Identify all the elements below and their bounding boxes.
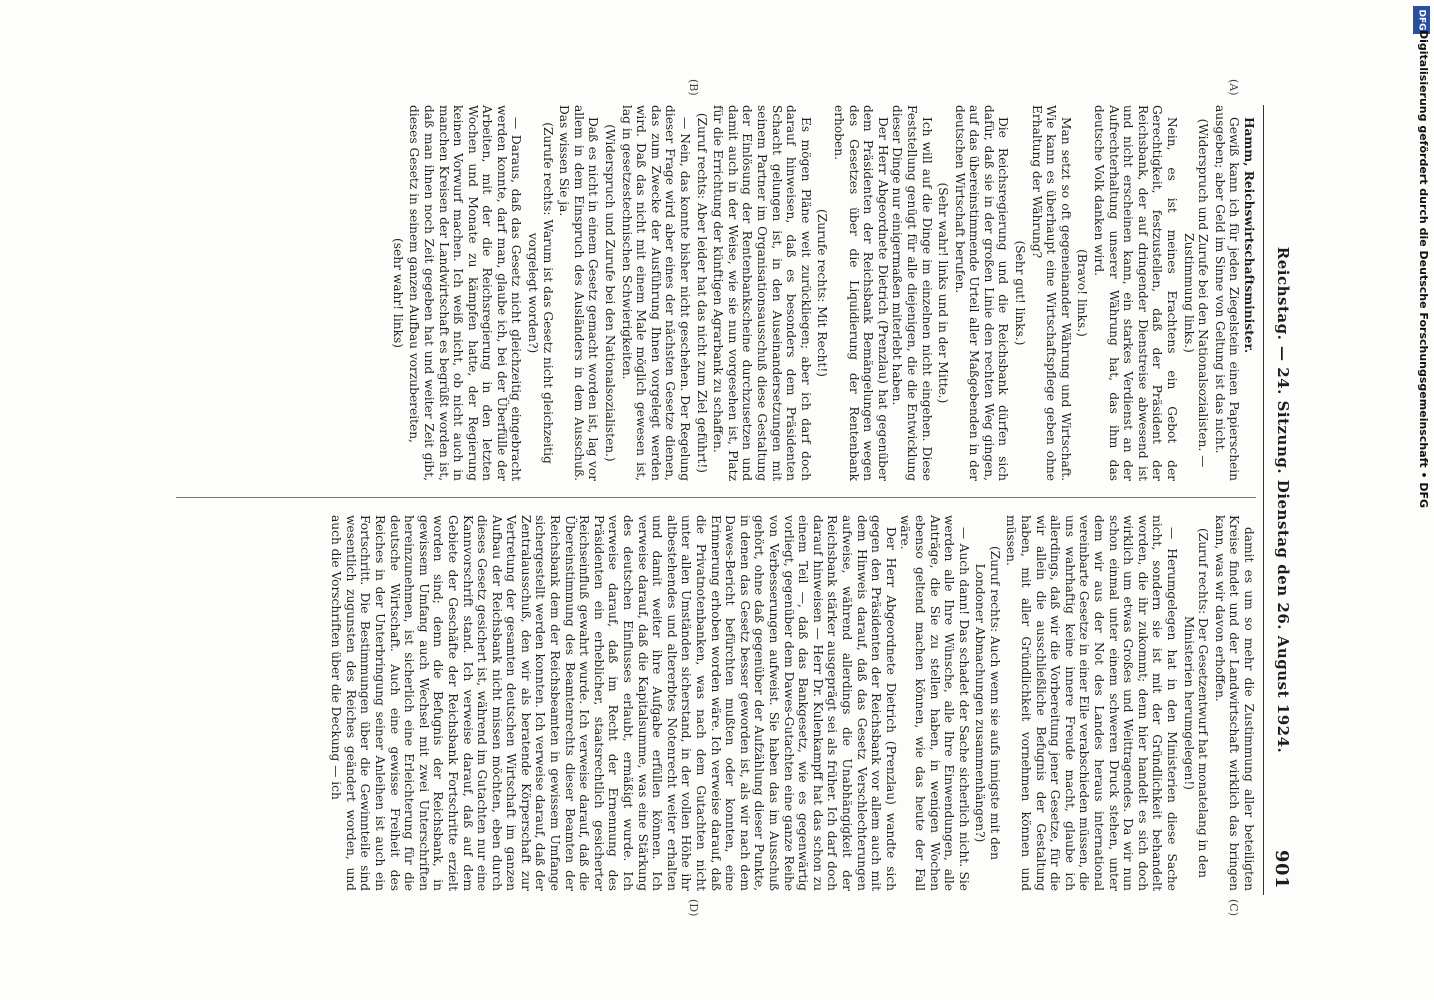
margin-mark-c: (C) — [1227, 899, 1240, 916]
interjection: (Zuruf rechts: Auch wenn sie aufs innigste mit den Londoner Abmachungen zusammenhängen?) — [973, 545, 1002, 860]
margin-mark-d: (D) — [687, 899, 700, 917]
right-column — [329, 515, 1256, 891]
interjection: (Zuruf rechts: Der Gesetzentwurf hat monatelang in den Ministerien herumgelegen!) — [1181, 527, 1211, 879]
dfg-side-strip — [1412, 0, 1432, 1000]
interjection: (Sehr gut! links.) — [1013, 240, 1028, 346]
paragraph: Es mögen Pläne weit zurückliegen; aber ich darf doch darauf hinweisen, daß es besonders dem Präsidenten Schacht gelungen ist, in den Auseinandersetzungen mit seinem Partner im Organisationsausschuß diese Gestaltung der Einlösung der Rentenbankscheine durchzusetzen und damit auch in der Weise, wie sie nun vorgesehen ist, Platz für die Errichtung der künftigen Agrarbank zu schaffen. — [711, 105, 813, 481]
interjection: (Widerspruch und Zurufe bei den Nationalsozialisten.) — [603, 124, 618, 462]
margin-mark-b: (B) — [687, 79, 700, 96]
paragraph: — Daraus, daß das Gesetz nicht gleichzeitig eingebracht werden konnte, darf man, glaube ich, bei der Überfülle der Arbeiten, mit der die Reichsregierung in den letzten Wochen und Monate zu kämpfen hatte, der Regierung keinen Vorwurf machen. Ich weiß nicht, ob nicht auch in manchen Kreisen der Landwirtschaft es begrüßt worden ist, daß man ihnen noch Zeit gegeben hat und weiter Zeit gibt, dieses Gesetz in seinem ganzen Aufbau vorzubereiten, — [407, 105, 524, 481]
paragraph: Die Reichsregierung und die Reichsbank dürfen sich dafür, daß sie in der großen Linie den rechten Weg gingen, auf das übereinstimmende Urteil aller Maßgebenden in der deutschen Wirtschaft berufen. — [952, 105, 1011, 481]
paragraph: Der Herr Abgeordnete Dietrich (Prenzlau) hat gegenüber dem Präsidenten der Reichsbank Bemängelungen wegen des Gesetzes über die Liquidierung der Rentenbank erhoben. — [831, 105, 890, 481]
paragraph: Ich will auf die Dinge im einzelnen nicht eingehen. Diese Feststellung genügt für alle diejenigen, die die Entwicklung dieser Dinge nur einigermaßen miterlebt haben. — [890, 105, 934, 481]
paragraph: — Auch dann! Das schadet der Sache sicherlich nicht. Sie werden alle Ihre Wünsche, alle Ihre Einwendungen, alle Anträge, die Sie zu stellen haben, in wenigen Wochen ebenso geltend machen können, wie das heute der Fall wäre. — [898, 515, 971, 891]
paragraph: — Herumgelegen hat in den Ministerien diese Sache nicht, sondern sie ist mit der Gründlichkeit behandelt worden, die ihr zukommt; denn hier handelt es sich doch wirklich um etwas Großes und Weittragendes. Da wir nun schon einmal unter einem schweren Druck stehen, unter dem wir aus der Not des Landes heraus international vereinbarte Gesetze in einer Eile verabschieden müssen, die uns wahrhaftig keine innere Freude macht, glaube ich allerdings, daß wir die Vorbereitung jener Gesetze, für die wir allein die ausschließliche Befugnis der Gestaltung haben, mit aller Gründlichkeit vornehmen können und müssen. — [1004, 515, 1180, 891]
interjection: (Sehr wahr! links und in der Mitte.) — [936, 182, 951, 404]
dfg-logo: DFG — [1413, 6, 1430, 34]
interjection: (sehr wahr! links) — [390, 238, 405, 348]
header-rule — [1263, 105, 1264, 895]
column-divider — [176, 497, 1256, 498]
paragraph: Man setzt so oft gegeneinander Währung und Wirtschaft. Wie kann es überhaupt eine Wirtschaftspflege geben ohne Erhaltung der Währung? — [1029, 105, 1073, 481]
header-title: Reichstag. — 24. Sitzung. Dienstag den 26. August 1924. — [1274, 246, 1292, 754]
page-header — [1268, 105, 1292, 895]
interjection: (Zurufe rechts: Warum ist das Gesetz nicht gleichzeitig vorgelegt worden?) — [526, 122, 555, 464]
rotated-page-content — [100, 79, 1300, 917]
interjection: (Bravo! links.) — [1075, 249, 1090, 337]
paragraph: Daß es nicht in einem Gesetz gemacht worden ist, lag vor allem in dem Einspruch des Ausländers in dem Ausschuß. Das wissen Sie ja. — [557, 105, 601, 481]
interjection: (Widerspruch und Zurufe bei den Nationalsozialisten. — Zustimmung links.) — [1181, 118, 1211, 468]
dfg-credit-text: Digitalisierung gefördert durch die Deutsche Forschungsgemeinschaft • DFG — [1417, 30, 1430, 509]
paragraph: Gewiß kann ich für jeden Ziegelstein einen Papierschein ausgeben; aber Geld im Sinne von Geltung ist das nicht. — [1212, 105, 1242, 481]
interjection: (Zuruf rechts: Aber leider hat das nicht zum Ziel geführt!) — [694, 112, 709, 474]
paragraph: damit es um so mehr die Zustimmung aller beteiligten Kreise findet und der Landwirtschaft wirklich das bringen kann, was wir davon erhoffen. — [1212, 515, 1256, 891]
paragraph: Nein, es ist meines Erachtens ein Gebot der Gerechtigkeit, festzustellen, daß der Präsident der Reichsbank, der auf dringender Dienstreise abwesend ist und nicht erscheinen kann, ein starkes Verdienst an der Aufrechterhaltung unserer Währung hat, das ihm das deutsche Volk danken wird. — [1092, 105, 1180, 481]
left-column — [388, 105, 1256, 481]
speaker-name: Hamm, Reichswirtschaftsminister. — [1242, 117, 1256, 354]
page-number: 901 — [1271, 849, 1292, 889]
paragraph: — Nein, das konnte bisher nicht geschehen. Der Regelung dieser Frage wird aber eines der nächsten Gesetze dienen, das zum Zwecke der Ausführung Ihnen vorgelegt werden wird. Daß das nicht mit einem Male möglich gewesen ist, lag in gesetzestechnischen Schwierigkeiten. — [619, 105, 693, 481]
interjection: (Zurufe rechts: Mit Recht!) — [815, 209, 830, 377]
paragraph: Der Herr Abgeordnete Dietrich (Prenzlau) wandte sich gegen den Präsidenten der Reichsbank vor allem auch mit dem Hinweis darauf, daß das Gesetz Verschlechterungen aufweise, während allerdings die Unabhängigkeit der Reichsbank stärker ausgeprägt sei als früher. Ich darf doch darauf hinweisen — Herr Dr. Kulenkampff hat das schon zu einem Teil —, daß das Bankgesetz, wie es gegenwärtig vorliegt, gegenüber dem Dawes-Gutachten eine ganze Reihe von Verbesserungen aufweist. Sie haben das im Ausschuß gehört, ohne daß gegenüber der Aufzählung dieser Punkte, in denen das Gesetz besser geworden ist, als wir nach dem Dawes-Bericht befürchten mußten oder konnten, eine Erinnerung erhoben worden wäre. Ich verweise darauf, daß die Privatnotenbanken, was nach dem Gutachten nicht unter allen Umständen sicherstand, in der vollen Höhe ihr altbestehendes und altererbtes Notenrecht weiter erhalten und damit weiter ihre Aufgabe erfüllen können. Ich verweise darauf, daß die Kapitalsumme, was eine Stärkung des deutschen Einflusses erlaubt, ermäßigt wurde. Ich verweise darauf, daß im Recht der Ernennung des Präsidenten ein erheblicher, staatsrechtlich gesicherter Reichseinfluß gewahrt wurde. Ich verweise darauf, daß die Übereinstimmung des Beamtenrechts dieser Beamten der Reichsbank dem der Reichsbeamten in gewissem Umfange sichergestellt werden konnten. Ich verweise darauf, daß der Zentralausschuß, den wir als beratende Körperschaft zur Vertretung der gesamten deutschen Wirtschaft im ganzen Aufbau der Reichsbank nicht missen möchten, eben durch dieses Gesetz gesichert ist, während im Gutachten nur eine Kannvorschrift stand. Ich verweise darauf, daß auf dem Gebiete der Geschäfte der Reichsbank Fortschritte erzielt worden sind; denn die Befugnis der Reichsbank, in gewissem Umfang auch Wechsel mit zwei Unterschriften hereinzunehmen, ist sicherlich eine Erleichterung für die deutsche Wirtschaft. Auch eine gewisse Freiheit des Reiches in der Unterbringung seiner Anleihen ist auch ein Fortschritt. Die Bestimmungen über die Gewinnteile sind wesentlich zugunsten des Reiches geändert worden, und auch die Vorschriften über die Deckung — ich — [329, 515, 898, 891]
margin-mark-a: (A) — [1227, 79, 1240, 96]
